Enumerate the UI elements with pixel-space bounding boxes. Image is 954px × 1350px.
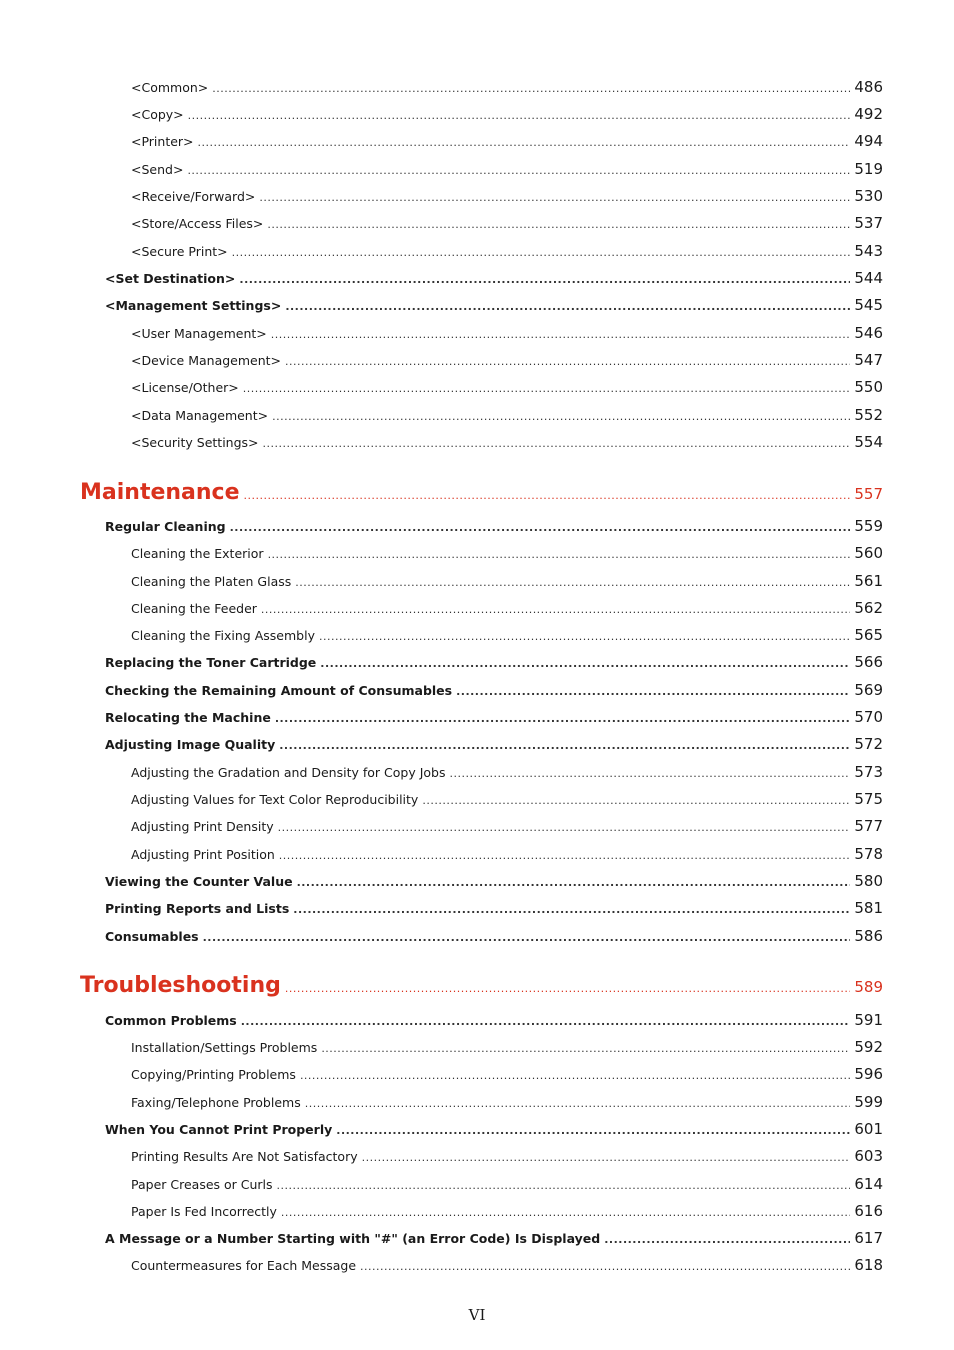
dot-leader bbox=[604, 1233, 850, 1246]
entry-title: Installation/Settings Problems bbox=[131, 1040, 318, 1055]
entry-title: <Common> bbox=[131, 80, 209, 95]
dot-leader bbox=[239, 273, 850, 286]
page-number: 543 bbox=[854, 242, 883, 260]
dot-leader bbox=[285, 300, 850, 313]
dot-leader bbox=[188, 109, 851, 122]
page-number: 554 bbox=[854, 433, 883, 451]
entry-title: Replacing the Toner Cartridge bbox=[105, 655, 317, 670]
toc-entry[interactable] bbox=[105, 927, 883, 945]
page-number: 573 bbox=[854, 763, 883, 781]
dot-leader bbox=[271, 328, 851, 341]
toc-subentry[interactable] bbox=[131, 1175, 883, 1193]
toc-subentry[interactable] bbox=[131, 1147, 883, 1165]
toc-subentry[interactable] bbox=[131, 817, 883, 835]
dot-leader bbox=[319, 630, 850, 643]
entry-title: Adjusting Print Position bbox=[131, 847, 275, 862]
entry-title: <Management Settings> bbox=[105, 298, 282, 313]
dot-leader bbox=[278, 821, 851, 834]
entry-title: Countermeasures for Each Message bbox=[131, 1258, 357, 1273]
entry-title: Adjusting Values for Text Color Reproducibility bbox=[131, 792, 419, 807]
toc-subentry[interactable] bbox=[131, 406, 883, 424]
dot-leader bbox=[187, 164, 850, 177]
page-number: 486 bbox=[854, 78, 883, 96]
page-number: 618 bbox=[854, 1256, 883, 1274]
dot-leader bbox=[362, 1151, 851, 1164]
dot-leader bbox=[360, 1260, 850, 1273]
page-number: 546 bbox=[854, 324, 883, 342]
toc-subentry[interactable] bbox=[131, 1202, 883, 1220]
dot-leader bbox=[277, 1179, 851, 1192]
entry-title: <Receive/Forward> bbox=[131, 189, 256, 204]
entry-title: Adjusting Print Density bbox=[131, 819, 274, 834]
entry-title: <Store/Access Files> bbox=[131, 216, 264, 231]
entry-title: Printing Reports and Lists bbox=[105, 901, 290, 916]
page-number: 565 bbox=[854, 626, 883, 644]
entry-title: Adjusting Image Quality bbox=[105, 737, 276, 752]
page-number: 544 bbox=[854, 269, 883, 287]
dot-leader bbox=[297, 876, 851, 889]
toc-subentry[interactable] bbox=[131, 1256, 883, 1274]
toc-subentry[interactable] bbox=[131, 1093, 883, 1111]
toc-entry[interactable] bbox=[105, 653, 883, 671]
toc-subentry[interactable] bbox=[131, 132, 883, 150]
entry-title: <User Management> bbox=[131, 326, 267, 341]
page-number: 570 bbox=[854, 708, 883, 726]
toc-subentry[interactable] bbox=[131, 572, 883, 590]
dot-leader bbox=[232, 246, 851, 259]
page-number: 603 bbox=[854, 1147, 883, 1165]
dot-leader bbox=[198, 136, 851, 149]
page-number: 559 bbox=[854, 517, 883, 535]
entry-title: <Data Management> bbox=[131, 408, 269, 423]
toc-subentry[interactable] bbox=[131, 105, 883, 123]
page-number: 580 bbox=[854, 872, 883, 890]
dot-leader bbox=[244, 489, 851, 502]
entry-title: Maintenance bbox=[80, 480, 240, 505]
toc-subentry[interactable] bbox=[131, 790, 883, 808]
page-number: 617 bbox=[854, 1229, 883, 1247]
entry-title: Cleaning the Platen Glass bbox=[131, 574, 292, 589]
page-number: 562 bbox=[854, 599, 883, 617]
dot-leader bbox=[275, 712, 851, 725]
entry-title: A Message or a Number Starting with "#" (an Error Code) Is Displayed bbox=[105, 1231, 601, 1246]
entry-title: Regular Cleaning bbox=[105, 519, 226, 534]
toc-subentry[interactable] bbox=[131, 763, 883, 781]
toc-entry[interactable] bbox=[105, 872, 883, 890]
page-number: 494 bbox=[854, 132, 883, 150]
entry-title: Paper Is Fed Incorrectly bbox=[131, 1204, 277, 1219]
toc-entry[interactable] bbox=[105, 269, 883, 287]
entry-title: <Secure Print> bbox=[131, 244, 228, 259]
entry-title: Common Problems bbox=[105, 1013, 237, 1028]
page-number: 577 bbox=[854, 817, 883, 835]
toc-entry[interactable] bbox=[105, 517, 883, 535]
dot-leader bbox=[285, 355, 850, 368]
dot-leader bbox=[293, 903, 850, 916]
toc-entry[interactable] bbox=[105, 1120, 883, 1138]
toc-subentry[interactable] bbox=[131, 845, 883, 863]
entry-title: Copying/Printing Problems bbox=[131, 1067, 296, 1082]
entry-title: Faxing/Telephone Problems bbox=[131, 1095, 301, 1110]
dot-leader bbox=[279, 849, 851, 862]
page-number: 589 bbox=[854, 978, 883, 996]
entry-title: Consumables bbox=[105, 929, 199, 944]
page-number: 601 bbox=[854, 1120, 883, 1138]
page-number: 547 bbox=[854, 351, 883, 369]
entry-title: <Printer> bbox=[131, 134, 194, 149]
page-number: 550 bbox=[854, 378, 883, 396]
dot-leader bbox=[241, 1015, 851, 1028]
toc-entry[interactable] bbox=[105, 681, 883, 699]
dot-leader bbox=[203, 931, 851, 944]
dot-leader bbox=[263, 437, 851, 450]
page-number: 530 bbox=[854, 187, 883, 205]
dot-leader bbox=[279, 739, 850, 752]
page-number: 569 bbox=[854, 681, 883, 699]
toc-subentry[interactable] bbox=[131, 214, 883, 232]
section-heading[interactable] bbox=[80, 480, 883, 505]
dot-leader bbox=[285, 982, 850, 995]
page-number: 596 bbox=[854, 1065, 883, 1083]
toc-subentry[interactable] bbox=[131, 599, 883, 617]
page-number: 572 bbox=[854, 735, 883, 753]
toc-subentry[interactable] bbox=[131, 78, 883, 96]
page-number: 581 bbox=[854, 899, 883, 917]
toc-subentry[interactable] bbox=[131, 242, 883, 260]
page-number: 578 bbox=[854, 845, 883, 863]
toc-subentry[interactable] bbox=[131, 626, 883, 644]
page-number: 561 bbox=[854, 572, 883, 590]
dot-leader bbox=[300, 1069, 850, 1082]
dot-leader bbox=[281, 1206, 850, 1219]
entry-title: When You Cannot Print Properly bbox=[105, 1122, 333, 1137]
toc-entry[interactable] bbox=[105, 735, 883, 753]
page-number: 545 bbox=[854, 296, 883, 314]
page-number: VI bbox=[468, 1306, 486, 1324]
entry-title: Cleaning the Exterior bbox=[131, 546, 264, 561]
entry-title: Troubleshooting bbox=[80, 973, 281, 998]
toc-subentry[interactable] bbox=[131, 324, 883, 342]
page-number: 492 bbox=[854, 105, 883, 123]
entry-title: Paper Creases or Curls bbox=[131, 1177, 273, 1192]
entry-title: Checking the Remaining Amount of Consumables bbox=[105, 683, 453, 698]
page-number: 537 bbox=[854, 214, 883, 232]
page-number: 557 bbox=[854, 485, 883, 503]
dot-leader bbox=[259, 191, 850, 204]
page-number: 560 bbox=[854, 544, 883, 562]
page-number: 552 bbox=[854, 406, 883, 424]
toc-entry[interactable] bbox=[105, 296, 883, 314]
entry-title: Relocating the Machine bbox=[105, 710, 271, 725]
dot-leader bbox=[456, 685, 850, 698]
toc-subentry[interactable] bbox=[131, 378, 883, 396]
dot-leader bbox=[305, 1097, 851, 1110]
toc-entry[interactable] bbox=[105, 1229, 883, 1247]
page-number: 566 bbox=[854, 653, 883, 671]
toc-subentry[interactable] bbox=[131, 1065, 883, 1083]
dot-leader bbox=[261, 603, 850, 616]
toc-entry[interactable] bbox=[105, 899, 883, 917]
entry-title: Cleaning the Fixing Assembly bbox=[131, 628, 315, 643]
entry-title: <License/Other> bbox=[131, 380, 239, 395]
entry-title: <Security Settings> bbox=[131, 435, 259, 450]
toc-subentry[interactable] bbox=[131, 351, 883, 369]
page-number: 614 bbox=[854, 1175, 883, 1193]
toc-subentry[interactable] bbox=[131, 160, 883, 178]
dot-leader bbox=[449, 767, 850, 780]
entry-title: <Device Management> bbox=[131, 353, 282, 368]
dot-leader bbox=[268, 548, 851, 561]
page-number: 592 bbox=[854, 1038, 883, 1056]
entry-title: Adjusting the Gradation and Density for Copy Jobs bbox=[131, 765, 446, 780]
dot-leader bbox=[422, 794, 850, 807]
dot-leader bbox=[267, 218, 850, 231]
entry-title: Viewing the Counter Value bbox=[105, 874, 293, 889]
entry-title: Cleaning the Feeder bbox=[131, 601, 257, 616]
toc-subentry[interactable] bbox=[131, 433, 883, 451]
page-number: 586 bbox=[854, 927, 883, 945]
dot-leader bbox=[212, 82, 850, 95]
page-number: 599 bbox=[854, 1093, 883, 1111]
toc-subentry[interactable] bbox=[131, 1038, 883, 1056]
entry-title: Printing Results Are Not Satisfactory bbox=[131, 1149, 358, 1164]
page-number: 616 bbox=[854, 1202, 883, 1220]
dot-leader bbox=[321, 1042, 850, 1055]
toc-subentry[interactable] bbox=[131, 544, 883, 562]
dot-leader bbox=[336, 1124, 850, 1137]
page-number: 591 bbox=[854, 1011, 883, 1029]
section-heading[interactable] bbox=[80, 973, 883, 998]
dot-leader bbox=[230, 521, 851, 534]
entry-title: <Copy> bbox=[131, 107, 184, 122]
entry-title: <Send> bbox=[131, 162, 184, 177]
dot-leader bbox=[272, 410, 850, 423]
page-number: 575 bbox=[854, 790, 883, 808]
toc-subentry[interactable] bbox=[131, 187, 883, 205]
entry-title: <Set Destination> bbox=[105, 271, 236, 286]
toc-entry[interactable] bbox=[105, 708, 883, 726]
dot-leader bbox=[243, 382, 851, 395]
toc-entry[interactable] bbox=[105, 1011, 883, 1029]
dot-leader bbox=[320, 657, 850, 670]
dot-leader bbox=[295, 576, 850, 589]
page-number: 519 bbox=[854, 160, 883, 178]
